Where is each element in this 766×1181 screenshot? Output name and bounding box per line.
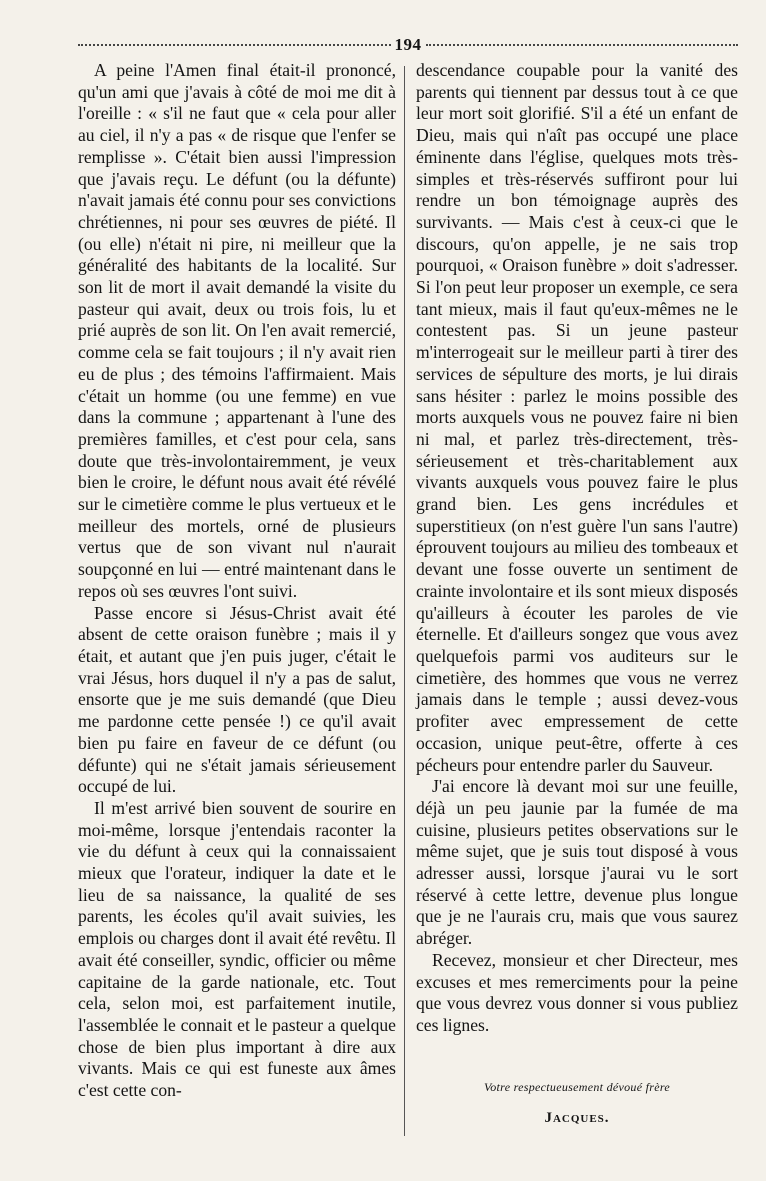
closing-line: Votre respectueusement dévoué frère xyxy=(483,1079,671,1094)
page-header xyxy=(78,34,738,56)
header-rule-right xyxy=(426,44,739,46)
paragraph-5: Recevez, monsieur et cher Directeur, mes excuses et mes remerciments pour la peine que vous devrez vous donner si vous publiez ces lignes. xyxy=(416,949,738,1035)
left-column xyxy=(78,60,396,1102)
page-number: 194 xyxy=(394,35,422,54)
column-divider xyxy=(404,66,405,1136)
author-name: Jacques. xyxy=(544,1110,610,1127)
right-column xyxy=(416,60,738,1130)
paragraph-3-continued: descendance coupable pour la vanité des parents qui tiennent par dessus tout à ce que leur mort soit glorifié. S'il a été un enfant de Dieu, mais qui n'aît pas occupé une place éminente dans l'église, quelques mots très-simples et très-réservés suffiront pour lui rendre un bon témoignage auprès des survivants. — Mais c'est à ceux-ci que le discours, qu'on appelle, je ne sais trop pourquoi, « Oraison funèbre » doit s'adresser. Si l'on peut leur proposer un exemple, ce sera tant mieux, mais il faut qu'eux-mêmes ne le contestent pas. Si un jeune pasteur m'interrogeait sur le meilleur parti à tirer des services de sépulture des morts, je lui dirais sans hésiter : parlez le moins possible des morts auxquels vous ne pouvez faire ni bien ni mal, et parlez très-directement, très-sérieusement et très-charitablement aux vivants auxquels vous pouvez faire le plus grand bien. Les gens incrédules et superstitieux (on n'est guère l'un sans l'autre) éprouvent toujours au milieu des tombeaux et devant une fosse ouverte un sentiment de crainte involontaire et ils sont mieux disposés qu'ailleurs à écouter les paroles de vie éternelle. Et d'ailleurs songez que vous avez quelquefois parmi vos auditeurs sur le cimetière, des hommes que vous ne verrez jamais dans le temple ; aussi devez-vous profiter avec empressement de cette occasion, unique peut-être, offerte à ces pécheurs pour entendre parler du Sauveur. xyxy=(416,60,738,775)
paragraph-2: Passe encore si Jésus-Christ avait été absent de cette oraison funèbre ; mais il y était, et autant que j'en puis juger, c'était le vrai Jésus, hors duquel il n'y a pas de salut, ensorte que je me suis demandé (que Dieu me pardonne cette pensée !) ce qu'il avait bien pu faire en faveur de ce défunt (ou défunte) qui ne s'était jamais sérieusement occupé de lui. xyxy=(78,602,396,797)
paragraph-3: Il m'est arrivé bien souvent de sourire en moi-même, lorsque j'entendais raconter la vie du défunt à ceux qui la connaissaient mieux que l'orateur, indiquer la date et le lieu de sa naissance, la qualité de ses parents, les écoles qu'il avait suivies, les emplois ou charges dont il avait été revêtu. Il avait été conseiller, syndic, officier ou même capitaine de la garde nationale, etc. Tout cela, selon moi, est parfaitement inutile, l'assemblée le connait et le pasteur a quelque chose de bien plus important à dire aux vivants. Mais ce qui est funeste aux âmes c'est cette con- xyxy=(78,797,396,1101)
paragraph-4: J'ai encore là devant moi sur une feuille, déjà un peu jaunie par la fumée de ma cuisine, plusieurs petites observations sur le même sujet, que je suis tout disposé à vous adresser aussi, lorsque j'aurai vu le sort réservé à cette lettre, devenue plus longue que je ne l'aurais cru, mais que vous saurez abréger. xyxy=(416,776,738,949)
header-rule-left xyxy=(78,44,391,46)
paragraph-1: A peine l'Amen final était-il prononcé, qu'un ami que j'avais à côté de moi me dit à l'oreille : « s'il ne faut que « cela pour aller au ciel, il n'y a pas « de risque que l'enfer se remplisse ». C'était bien aussi l'impression que j'avais reçu. Le défunt (ou la défunte) n'avait jamais été connu pour ses convictions chrétiennes, ni pour ses œuvres de piété. Il (ou elle) n'était ni pire, ni meilleur que la généralité des habitants de la localité. Sur son lit de mort il avait demandé la visite du pasteur qui avait, deux ou trois fois, lu et prié auprès de son lit. On l'en avait remercié, comme cela se fait toujours ; il n'y avait rien eu de plus ; des témoins l'affirmaient. Mais c'était un homme (ou une femme) en vue dans la commune ; appartenant à l'une des premières familles, et c'est pour cela, sans doute que très-involontairemment, je veux bien le croire, le défunt nous avait été révélé sur le cimetière comme le plus vertueux et le meilleur des mortels, orné de plusieurs vertus que de son vivant nul n'aurait soupçonné en lui — entré maintenant dans le repos où ses œuvres l'ont suivi. xyxy=(78,60,396,601)
signature-block xyxy=(416,1077,738,1130)
